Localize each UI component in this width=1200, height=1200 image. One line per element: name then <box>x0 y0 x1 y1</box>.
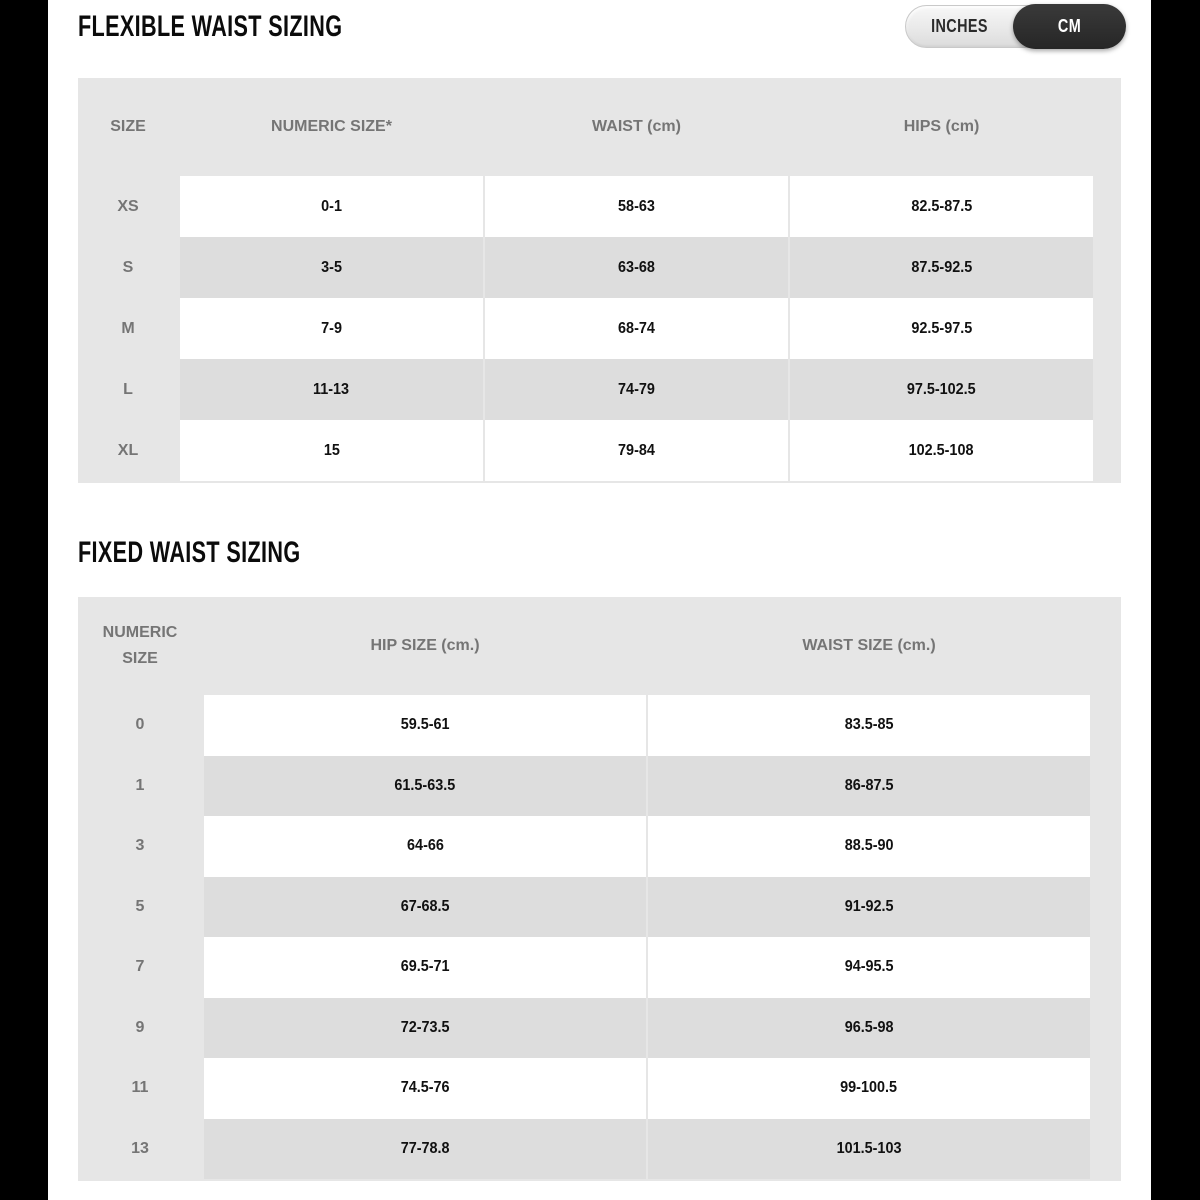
fixed-waist-title-text: FIXED WAIST SIZING <box>78 536 301 569</box>
inches-label: INCHES <box>931 16 988 36</box>
cell-waist: 86-87.5 <box>648 756 1090 817</box>
column-header-hip-size: HIP SIZE (cm.) <box>370 637 480 654</box>
column-header-numeric-size: NUMERIC SIZE* <box>271 118 392 135</box>
fixed-waist-title <box>78 538 829 568</box>
row-label-xs: XS <box>117 197 139 215</box>
row-label-11: 11 <box>131 1079 149 1097</box>
cell-waist: 83.5-85 <box>648 695 1090 756</box>
column-header-waist: WAIST (cm) <box>592 118 681 135</box>
flexible-waist-title-text: FLEXIBLE WAIST SIZING <box>78 10 343 43</box>
cell-waist: 88.5-90 <box>648 816 1090 877</box>
cell-numeric: 0-1 <box>180 176 483 237</box>
column-header-numeric-size: NUMERIC SIZE <box>102 624 178 667</box>
cell-hip: 64-66 <box>204 816 646 877</box>
cell-numeric: 3-5 <box>180 237 483 298</box>
cell-hip: 69.5-71 <box>204 937 646 998</box>
flexible-section-header <box>48 0 1151 78</box>
cell-hip: 67-68.5 <box>204 877 646 938</box>
cell-numeric: 15 <box>180 420 483 481</box>
flexible-sizing-table <box>78 78 1121 483</box>
row-label-1: 1 <box>135 776 145 794</box>
cell-hips: 97.5-102.5 <box>790 359 1093 420</box>
row-label-xl: XL <box>117 441 139 459</box>
cell-hip: 77-78.8 <box>204 1119 646 1180</box>
unit-option-inches[interactable] <box>906 6 1013 47</box>
size-guide-panel <box>48 0 1151 1200</box>
row-label-5: 5 <box>135 897 145 915</box>
cell-numeric: 7-9 <box>180 298 483 359</box>
cm-label: CM <box>1057 16 1082 36</box>
cell-hip: 72-73.5 <box>204 998 646 1059</box>
fixed-sizing-table <box>78 597 1121 1181</box>
cell-waist: 99-100.5 <box>648 1058 1090 1119</box>
row-label-m: M <box>121 319 135 337</box>
row-label-7: 7 <box>135 958 145 976</box>
row-label-3: 3 <box>135 837 145 855</box>
row-label-0: 0 <box>135 716 145 734</box>
cell-waist: 58-63 <box>485 176 788 237</box>
cell-waist: 96.5-98 <box>648 998 1090 1059</box>
cell-waist: 63-68 <box>485 237 788 298</box>
cell-hip: 61.5-63.5 <box>204 756 646 817</box>
cell-waist: 91-92.5 <box>648 877 1090 938</box>
cell-waist: 94-95.5 <box>648 937 1090 998</box>
cell-hips: 82.5-87.5 <box>790 176 1093 237</box>
cell-hip: 74.5-76 <box>204 1058 646 1119</box>
cell-hips: 102.5-108 <box>790 420 1093 481</box>
cell-hip: 59.5-61 <box>204 695 646 756</box>
cell-waist: 74-79 <box>485 359 788 420</box>
cell-waist: 68-74 <box>485 298 788 359</box>
row-label-9: 9 <box>135 1018 145 1036</box>
column-header-size: SIZE <box>110 118 146 135</box>
unit-option-cm[interactable] <box>1013 4 1126 49</box>
cell-hips: 92.5-97.5 <box>790 298 1093 359</box>
column-header-hips: HIPS (cm) <box>903 118 980 135</box>
flexible-waist-title <box>78 12 342 42</box>
row-label-13: 13 <box>131 1139 149 1157</box>
cell-hips: 87.5-92.5 <box>790 237 1093 298</box>
fixed-section-header <box>48 483 1151 597</box>
column-header-waist-size: WAIST SIZE (cm.) <box>802 637 936 654</box>
cell-waist: 79-84 <box>485 420 788 481</box>
unit-toggle[interactable] <box>905 5 1125 48</box>
cell-numeric: 11-13 <box>180 359 483 420</box>
cell-waist: 101.5-103 <box>648 1119 1090 1180</box>
row-label-l: L <box>123 380 133 398</box>
row-label-s: S <box>122 258 134 276</box>
